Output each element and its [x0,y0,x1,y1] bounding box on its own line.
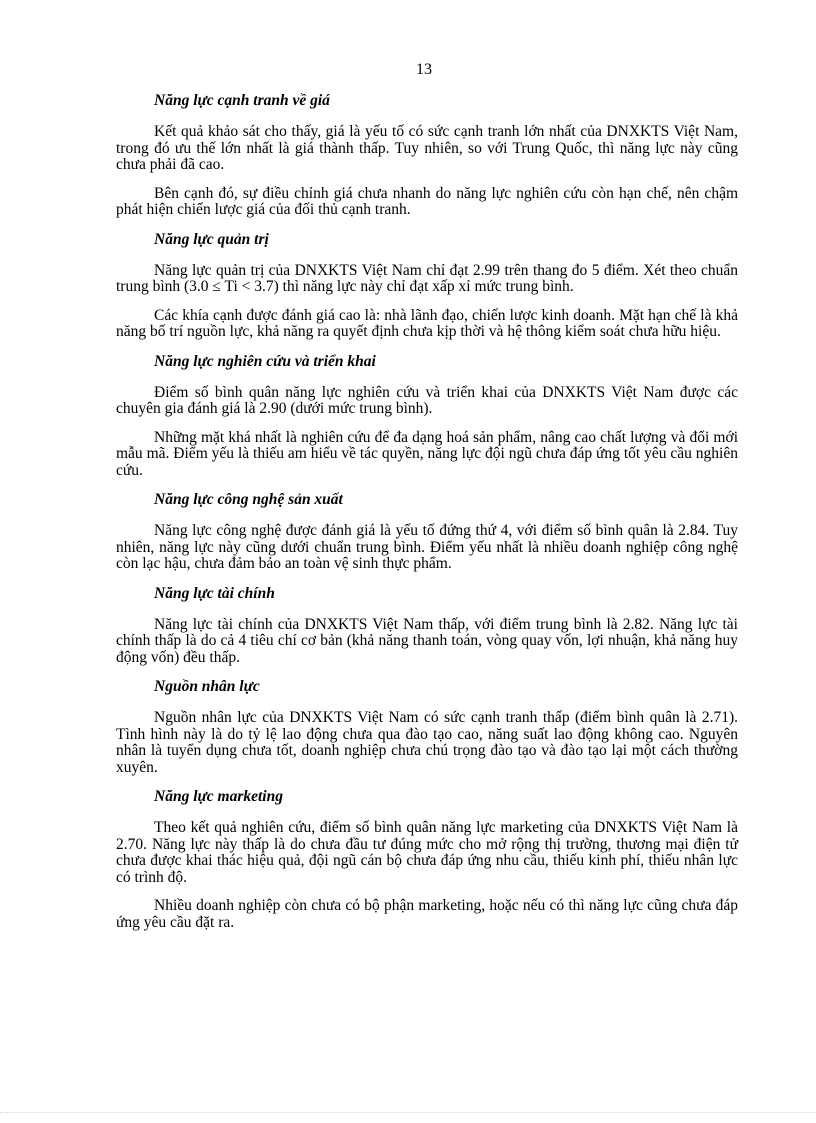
section-research-development [116,353,738,480]
section-heading: Năng lực marketing [154,788,283,805]
paragraph: Năng lực công nghệ được đánh giá là yếu tố đứng thứ 4, với điểm số bình quân là 2.84. Tuy nhiên, năng lực này cũng dưới chuẩn trung bình. Điểm yếu nhất là nhiều doanh nghiệp công nghệ còn lạc hậu, chưa đảm bảo an toàn vệ sinh thực phẩm. [116,522,738,572]
page-bottom-divider [0,1112,816,1113]
paragraph: Nguồn nhân lực của DNXKTS Việt Nam có sức cạnh tranh thấp (điểm bình quân là 2.71). Tình hình này là do tỷ lệ lao động chưa qua đào tạo cao, năng suất lao động không cao. Nguyên nhân là tuyển dụng chưa tốt, doanh nghiệp chưa chú trọng đào tạo và đào tạo lại một cách thường xuyên. [116,709,738,776]
paragraph: Năng lực tài chính của DNXKTS Việt Nam thấp, với điểm trung bình là 2.82. Năng lực tài chính thấp là do cả 4 tiêu chí cơ bản (khả năng thanh toán, vòng quay vốn, lợi nhuận, khả năng huy động vốn) đều thấp. [116,615,738,666]
paragraph: Những mặt khá nhất là nghiên cứu để đa dạng hoá sản phẩm, nâng cao chất lượng và đổi mới mẫu mã. Điểm yếu là thiếu am hiểu về tác quyền, năng lực đội ngũ chưa đáp ứng tốt yêu cầu nghiên cứu. [116,428,738,479]
section-management-capacity [116,231,738,341]
section-human-resources [116,678,738,776]
section-price-competitiveness [116,92,738,219]
section-marketing-capacity [116,788,738,931]
page-number: 13 [416,61,432,78]
section-heading: Năng lực tài chính [154,584,275,602]
section-heading: Nguồn nhân lực [154,678,260,695]
section-heading: Năng lực cạnh tranh về giá [154,92,330,109]
section-production-technology [116,491,738,573]
section-heading: Năng lực công nghệ sản xuất [154,491,343,508]
paragraph: Nhiều doanh nghiệp còn chưa có bộ phận marketing, hoặc nếu có thì năng lực cũng chưa đáp ứng yêu cầu đặt ra. [116,897,738,931]
paragraph: Điểm số bình quân năng lực nghiên cứu và triển khai của DNXKTS Việt Nam được các chuyên gia đánh giá là 2.90 (dưới mức trung bình). [116,383,738,417]
paragraph: Năng lực quản trị của DNXKTS Việt Nam chỉ đạt 2.99 trên thang đo 5 điểm. Xét theo chuẩn trung bình (3.0 ≤ Ti < 3.7) thì năng lực này chỉ đạt xấp xỉ mức trung bình. [116,261,738,295]
section-heading: Năng lực nghiên cứu và triển khai [154,352,376,370]
paragraph: Theo kết quả nghiên cứu, điểm số bình quân năng lực marketing của DNXKTS Việt Nam là 2.70. Năng lực này thấp là do chưa đầu tư đúng mức cho mở rộng thị trường, thương mại điện tử chưa được khai thác hiệu quả, đội ngũ cán bộ chưa đáp ứng nhu cầu, thiếu kinh phí, thiếu nhân lực có trình độ. [116,819,738,886]
section-financial-capacity [116,585,738,667]
document-body [116,92,738,943]
paragraph: Bên cạnh đó, sự điều chỉnh giá chưa nhanh do năng lực nghiên cứu còn hạn chế, nên chậm phát hiện chiến lược giá của đối thủ cạnh tranh. [116,184,738,218]
paragraph: Kết quả khảo sát cho thấy, giá là yếu tố có sức cạnh tranh lớn nhất của DNXKTS Việt Nam, trong đó ưu thế lớn nhất là giá thành thấp. Tuy nhiên, so với Trung Quốc, thì năng lực này cũng chưa phải đã cao. [116,123,738,173]
paragraph: Các khía cạnh được đánh giá cao là: nhà lãnh đạo, chiến lược kinh doanh. Mặt hạn chế là khả năng bố trí nguồn lực, khả năng ra quyết định chưa kịp thời và hệ thông kiểm soát chưa hữu hiệu. [116,306,738,340]
section-heading: Năng lực quản trị [154,230,269,248]
